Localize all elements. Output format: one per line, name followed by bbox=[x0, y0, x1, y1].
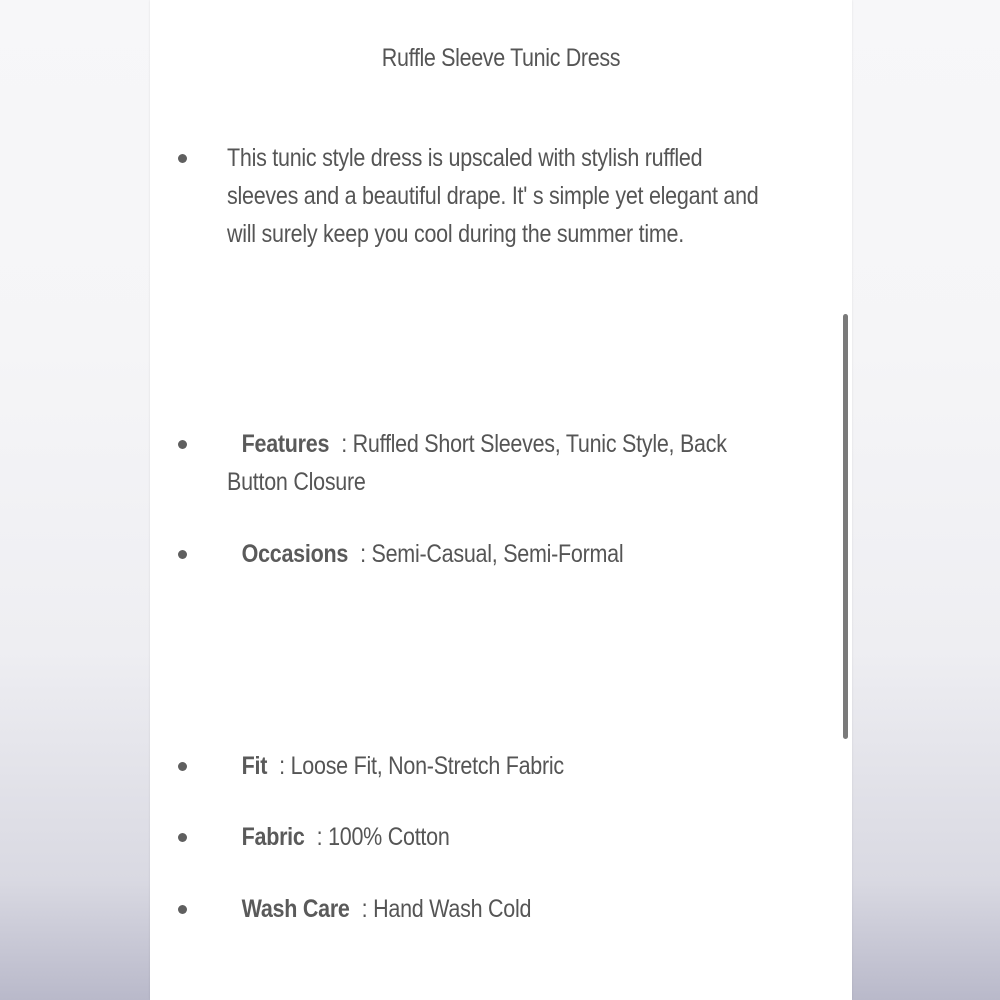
detail-item-fit bbox=[227, 747, 827, 785]
detail-value: : 100% Cotton bbox=[316, 823, 450, 851]
detail-label: Wash Care bbox=[241, 895, 350, 923]
detail-item-fabric bbox=[227, 818, 827, 856]
description-text: This tunic style dress is upscaled with stylish ruffled sleeves and a beautiful drape. It' s simple yet elegant and will surely keep you cool during the summer time. bbox=[227, 144, 759, 248]
bullet-dot bbox=[178, 833, 187, 842]
bullet-dot bbox=[178, 905, 187, 914]
description-item bbox=[227, 139, 827, 253]
detail-value: : Loose Fit, Non-Stretch Fabric bbox=[279, 752, 564, 780]
detail-value: : Semi-Casual, Semi-Formal bbox=[360, 540, 624, 568]
product-title: Ruffle Sleeve Tunic Dress bbox=[381, 44, 621, 72]
vertical-scrollbar[interactable] bbox=[843, 314, 848, 739]
bullet-dot bbox=[178, 154, 187, 163]
detail-label: Fit bbox=[241, 752, 268, 780]
detail-item-wash-care bbox=[227, 890, 827, 928]
detail-value: : Hand Wash Cold bbox=[361, 895, 532, 923]
bullet-dot bbox=[178, 550, 187, 559]
detail-item-occasions bbox=[227, 535, 827, 573]
detail-value: : Ruffled Short Sleeves, Tunic Style, Back Button Closure bbox=[227, 430, 727, 496]
product-description-panel bbox=[150, 0, 852, 1000]
detail-item-features bbox=[227, 425, 827, 501]
detail-label: Occasions bbox=[241, 540, 349, 568]
detail-label: Features bbox=[241, 430, 330, 458]
bullet-dot bbox=[178, 762, 187, 771]
detail-label: Fabric bbox=[241, 823, 305, 851]
bullet-dot bbox=[178, 440, 187, 449]
